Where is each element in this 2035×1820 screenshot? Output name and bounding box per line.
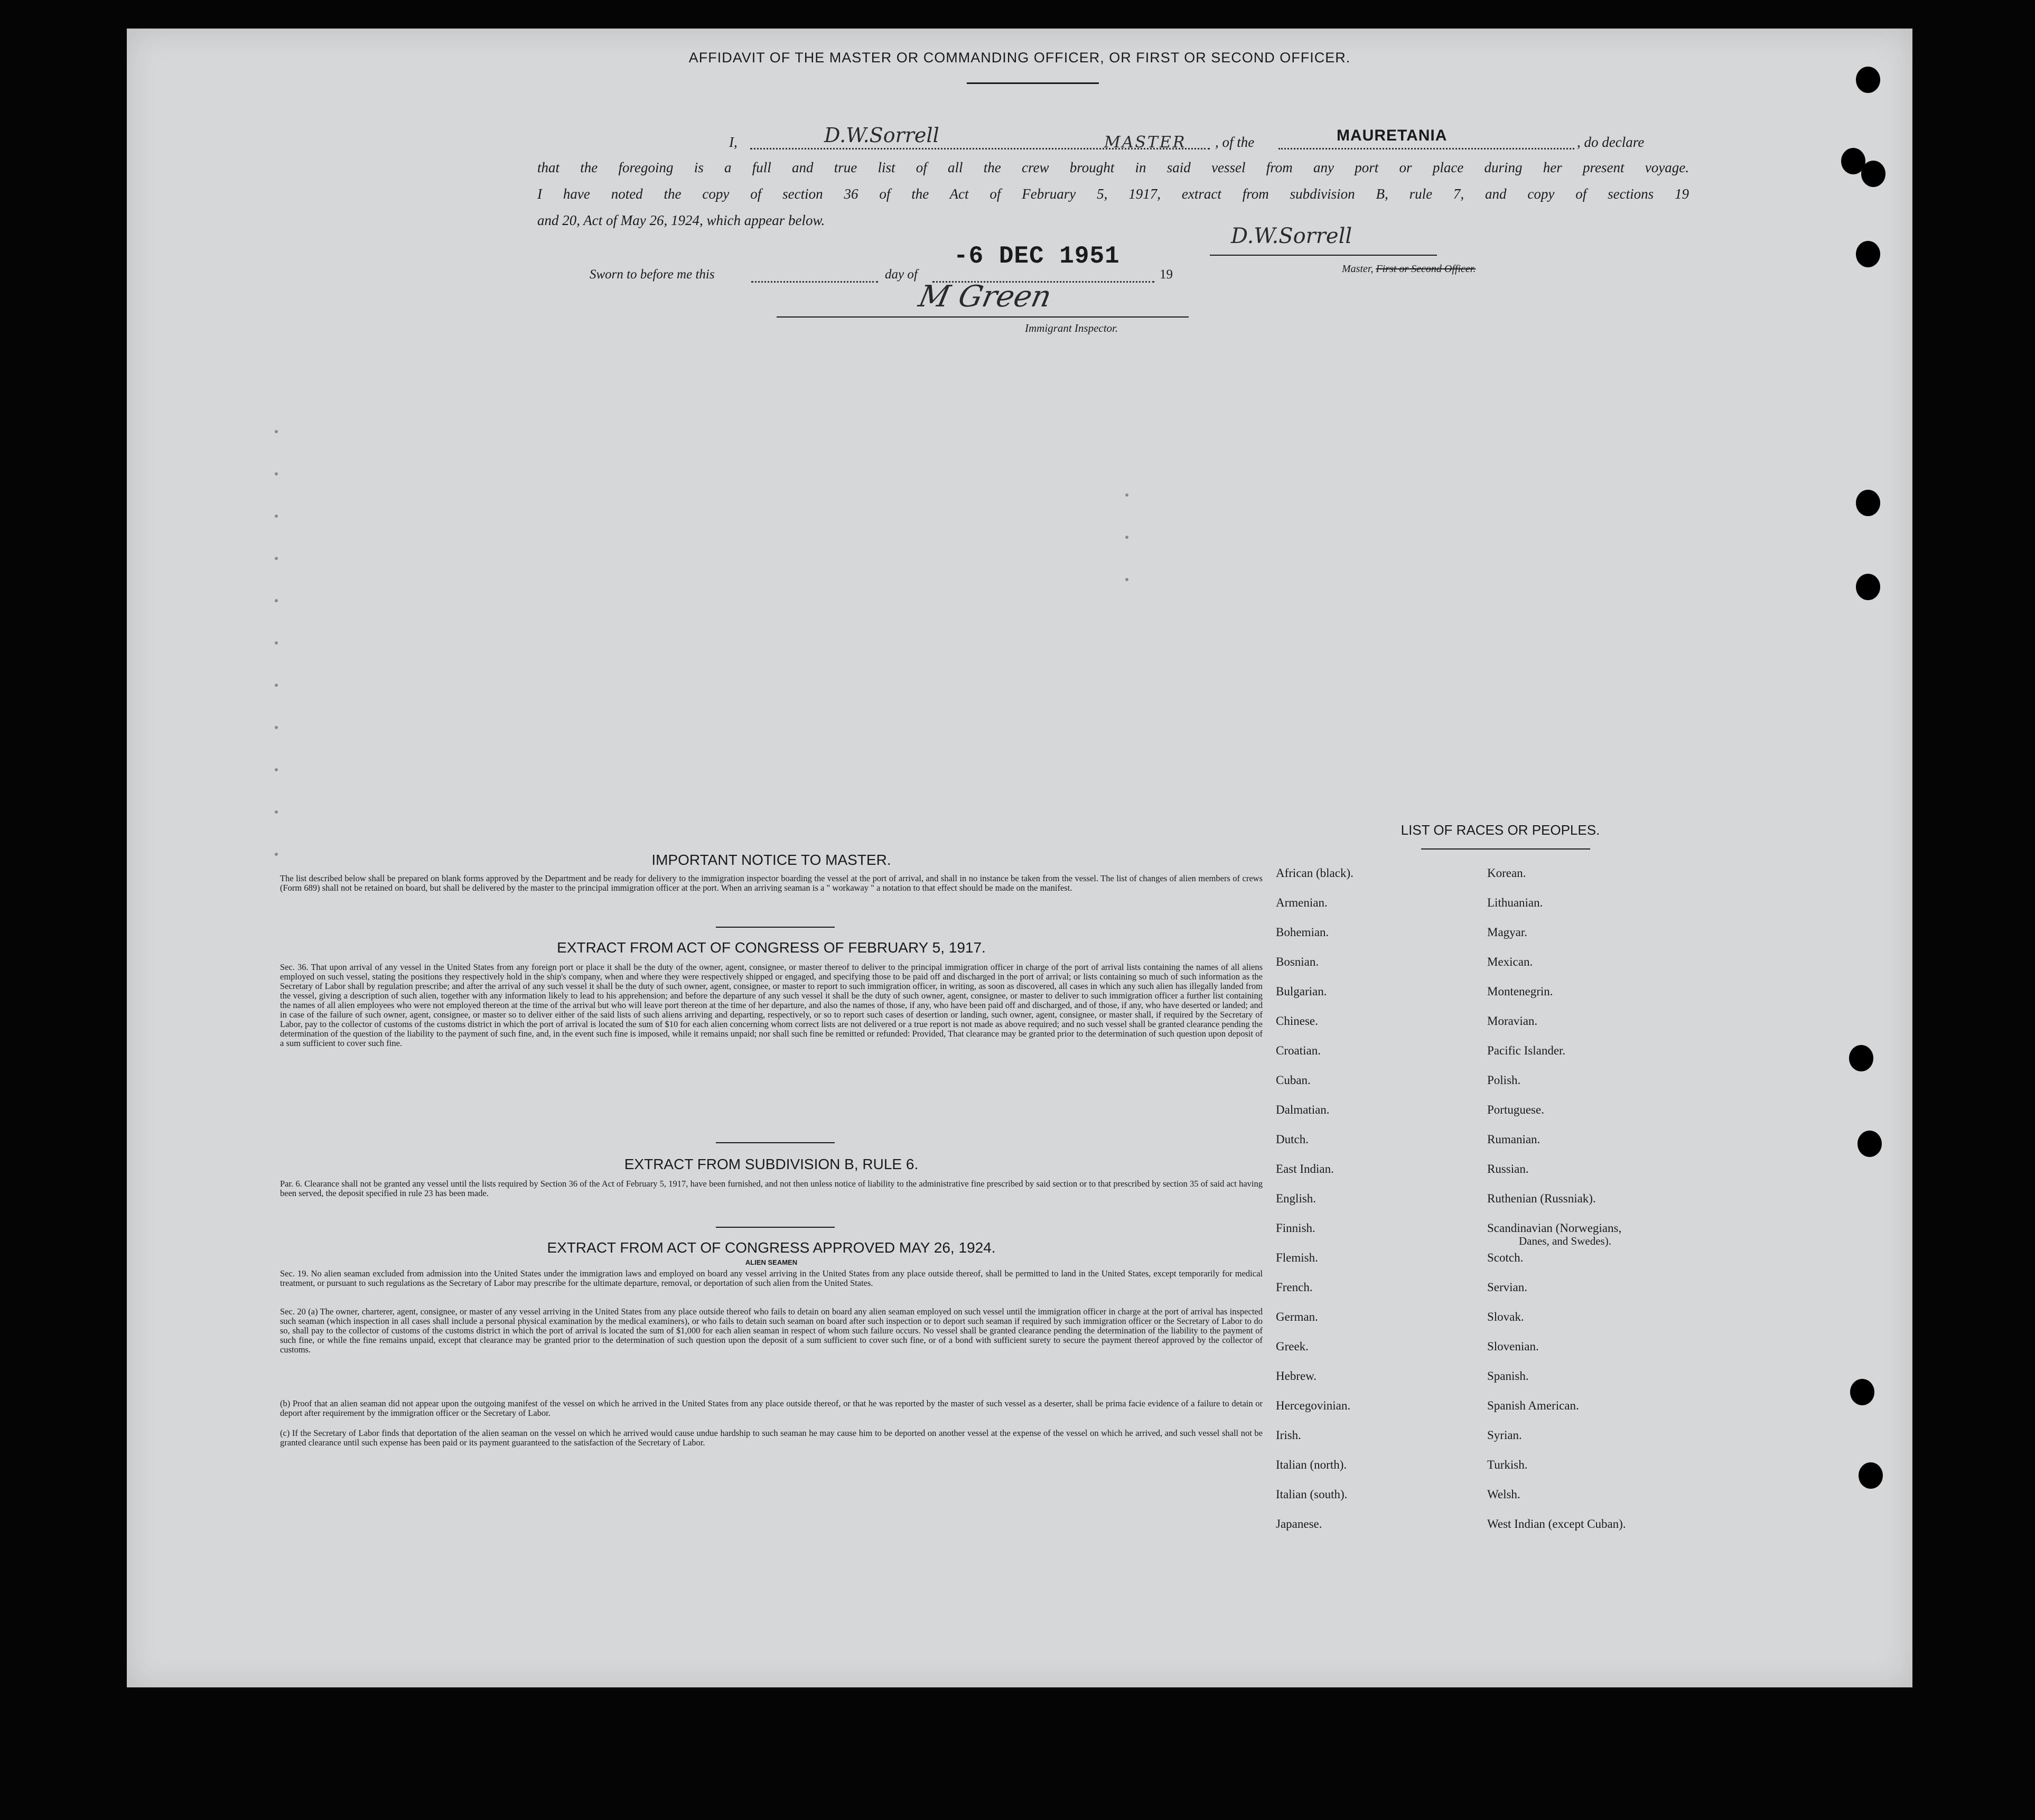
race-left: Greek. bbox=[1276, 1340, 1309, 1353]
sworn-label: Sworn to before me this bbox=[590, 267, 715, 282]
race-left: African (black). bbox=[1276, 866, 1353, 880]
of-the-label: , of the bbox=[1215, 134, 1255, 150]
punch-hole bbox=[1861, 161, 1885, 187]
year-prefix: 19 bbox=[1160, 267, 1173, 282]
race-left: Italian (north). bbox=[1276, 1458, 1347, 1471]
race-right: Lithuanian. bbox=[1487, 896, 1543, 909]
document-page bbox=[127, 29, 1912, 1687]
punch-hole bbox=[1850, 1379, 1874, 1405]
race-left: Cuban. bbox=[1276, 1074, 1311, 1087]
punch-hole bbox=[1859, 1462, 1883, 1489]
race-left: Hebrew. bbox=[1276, 1369, 1317, 1383]
race-left: Croatian. bbox=[1276, 1044, 1321, 1057]
master-caption bbox=[1342, 263, 1476, 275]
race-left: English. bbox=[1276, 1192, 1317, 1205]
race-right: Spanish. bbox=[1487, 1369, 1529, 1383]
punch-hole bbox=[1857, 1131, 1882, 1157]
race-right: Turkish. bbox=[1487, 1458, 1528, 1471]
master-name-handwritten: D.W.Sorrell bbox=[824, 124, 939, 147]
day-of-label: day of bbox=[885, 267, 918, 282]
extract-1917-body: Sec. 36. That upon arrival of any vessel in the United States from any foreign port or place it shall be the duty of the owner, agent, consignee, or master thereof to deliver to the principal immigration officer in charge of the port of arrival lists containing the names of all aliens employed on such vessel, stating the positions they respectively hold in the ship's company, when and where they were respectively shipped or engaged, and specifying those to be paid off and discharged in the port of arrival; or lists containing so much of such information as the Secretary of Labor shall by regulation prescribe; and after the arrival of any such vessel it shall be the duty of such owner, agent, consignee, or master to report to such immigration officer, in writing, as soon as discovered, all cases in which any such alien has illegally landed from the vessel, giving a description of such alien, together with any information likely to lead to his apprehension; and before the departure of any such vessel it shall be the duty of such owner, agent, consignee, or master to deliver to such immigration officer a further list containing the names of all alien employees who were not employed thereon at the time of the arrival but who will leave port thereon at the time of her departure, and also the names of those, if any, who have been paid off and discharged, and of those, if any, who have deserted or landed; and in case of the failure of such owner, agent, consignee, or master so to deliver either of the said lists of such aliens arriving and departing, respectively, or so to report such cases of desertion or landing, such owner, agent, consignee, or master shall, if required by the Secretary of Labor, pay to the collector of customs of the customs district in which the port of arrival is located the sum of $10 for each alien concerning whom correct lists are not delivered or a true report is not made as above required; and no such vessel shall be granted clearance pending the determination of the question of the liability to the payment of such fine, and, in the event such fine is imposed, while it remains unpaid; nor shall such fine be remitted or refunded: Provided, That clearance may be granted prior to the determination of such question upon deposit of a sum sufficient to cover such fine. bbox=[280, 962, 1263, 1048]
race-right: Polish. bbox=[1487, 1074, 1521, 1087]
vessel-name: MAURETANIA bbox=[1337, 127, 1448, 144]
affidavit-title: AFFIDAVIT OF THE MASTER OR COMMANDING OFFICER, OR FIRST OR SECOND OFFICER. bbox=[688, 50, 1351, 66]
race-left: Bosnian. bbox=[1276, 955, 1319, 968]
race-right: Korean. bbox=[1487, 866, 1526, 880]
race-left: Flemish. bbox=[1276, 1251, 1318, 1264]
race-right: Ruthenian (Russniak). bbox=[1487, 1192, 1596, 1205]
affidavit-text-line1: that the foregoing is a full and true list of all the crew brought in said vessel from any port or place during her present voyage. bbox=[537, 160, 1689, 175]
extract-1924-subtitle: ALIEN SEAMEN bbox=[745, 1258, 798, 1266]
extract-1924-sec20b: (b) Proof that an alien seaman did not appear upon the outgoing manifest of the vessel on which he arrived in the United States from any place outside thereof, or that he was reported by the master of such vessel as a deserter, shall be prima facie evidence of a failure to detain or deport after requirement by the immigration officer or the Secretary of Labor. bbox=[280, 1398, 1263, 1418]
notice-body: The list described below shall be prepared on blank forms approved by the Department and be ready for delivery to the immigration inspector boarding the vessel at the port of arrival, and shall in no instance be taken from the vessel. The list of changes of alien members of crews (Form 689) shall not be retained on board, but shall be delivered by the master to the principal immigration officer at the port. When an arriving seaman is a " workaway " a notation to that effect should be made on the manifest. bbox=[280, 873, 1263, 893]
race-left: Dalmatian. bbox=[1276, 1103, 1330, 1116]
rank-handwritten: MASTER bbox=[1104, 133, 1187, 152]
race-right: Welsh. bbox=[1487, 1488, 1520, 1501]
race-left: Dutch. bbox=[1276, 1133, 1309, 1146]
punch-hole bbox=[1856, 67, 1880, 93]
signature-line bbox=[1210, 255, 1437, 256]
do-declare-label: , do declare bbox=[1577, 134, 1645, 150]
race-right: Magyar. bbox=[1487, 926, 1528, 939]
date-stamp: -6 DEC 1951 bbox=[954, 242, 1120, 270]
race-right: Portuguese. bbox=[1487, 1103, 1544, 1116]
punch-hole bbox=[1856, 490, 1880, 516]
inspector-caption: Immigrant Inspector. bbox=[1025, 322, 1118, 334]
extract-1917-title: EXTRACT FROM ACT OF CONGRESS OF FEBRUARY 5, 1917. bbox=[557, 939, 986, 956]
extract-1924-sec20a: Sec. 20 (a) The owner, charterer, agent, consignee, or master of any vessel arriving in the United States from any place outside thereof who fails to detain on board any alien seaman employed on such vessel until the immigration officer in charge at the port of arrival has inspected such seaman (which inspection in all cases shall include a personal physical examination by the medical examiners), or who fails to detain such seaman on board after such inspection or to deport such seaman if required by such immigration officer or the Secretary of Labor to do so, shall pay to the collector of customs of the customs district in which the port of arrival is located the sum of $1,000 for each alien seaman in respect of whom such failure occurs. No vessel shall be granted clearance pending the determination of the liability to the payment of such fine, or while the fine remains unpaid, except that clearance may be granted prior to the determination of such question upon the deposit of a sum sufficient to cover such fine, or of a bond with sufficient surety to secure the payment thereof approved by the collector of customs. bbox=[280, 1306, 1263, 1355]
race-left: East Indian. bbox=[1276, 1162, 1334, 1175]
master-caption-plain: Master, bbox=[1342, 263, 1374, 275]
race-right: Montenegrin. bbox=[1487, 985, 1553, 998]
master-signature: D.W.Sorrell bbox=[1231, 224, 1352, 248]
race-right: West Indian (except Cuban). bbox=[1487, 1517, 1626, 1530]
race-right-continuation: Danes, and Swedes). bbox=[1519, 1235, 1611, 1247]
race-right: Slovak. bbox=[1487, 1310, 1524, 1323]
subdivision-rule bbox=[716, 1227, 835, 1228]
race-left: Finnish. bbox=[1276, 1221, 1315, 1235]
race-left: Armenian. bbox=[1276, 896, 1328, 909]
notice-title: IMPORTANT NOTICE TO MASTER. bbox=[651, 852, 891, 868]
inspector-signature: M Green bbox=[916, 279, 1054, 314]
race-left: Bulgarian. bbox=[1276, 985, 1327, 998]
race-right: Slovenian. bbox=[1487, 1340, 1539, 1353]
race-left: Bohemian. bbox=[1276, 926, 1329, 939]
subdivision-body: Par. 6. Clearance shall not be granted any vessel until the lists required by Section 36 of the Act of February 5, 1917, have been furnished, and not then unless notice of liability to the administrative fine prescribed by said section or to that prescribed by section 35 of said act having been served, the deposit specified in rule 23 has been made. bbox=[280, 1179, 1263, 1198]
race-left: French. bbox=[1276, 1281, 1313, 1294]
punch-hole bbox=[1856, 241, 1880, 267]
race-right: Scandinavian (Norwegians, bbox=[1487, 1221, 1622, 1235]
extract-1924-title: EXTRACT FROM ACT OF CONGRESS APPROVED MAY 26, 1924. bbox=[547, 1239, 996, 1256]
race-left: Irish. bbox=[1276, 1429, 1301, 1442]
race-right: Scotch. bbox=[1487, 1251, 1524, 1264]
extract-1917-rule bbox=[716, 1142, 835, 1143]
race-right: Rumanian. bbox=[1487, 1133, 1541, 1146]
extract-1924-sec20c: (c) If the Secretary of Labor finds that deportation of the alien seaman on the vessel on which he arrived would cause undue hardship to such seaman he may cause him to be deported on another vessel at the expense of the vessel on which he arrived, and such vessel shall not be granted clearance until such expense has been paid or its payment guaranteed to the satisfaction of the Secretary of Labor. bbox=[280, 1428, 1263, 1448]
master-caption-struck: First or Second Officer. bbox=[1376, 263, 1476, 275]
inspector-line bbox=[777, 316, 1189, 318]
extract-1924-sec19: Sec. 19. No alien seaman excluded from admission into the United States under the immigration laws and employed on board any vessel arriving in the United States from any place outside thereof, shall be permitted to land in the United States, except temporarily for medical treatment, or pursuant to such regulations as the Secretary of Labor may prescribe for the ultimate departure, removal, or deportation of such alien from the United States. bbox=[280, 1268, 1263, 1288]
sworn-day-line bbox=[751, 281, 878, 283]
race-left: German. bbox=[1276, 1310, 1318, 1323]
punch-hole bbox=[1856, 574, 1880, 600]
race-right: Mexican. bbox=[1487, 955, 1533, 968]
punch-hole bbox=[1849, 1045, 1873, 1071]
affidavit-text-line3: and 20, Act of May 26, 1924, which appear below. bbox=[537, 212, 825, 228]
vessel-line bbox=[1278, 148, 1574, 150]
race-right: Servian. bbox=[1487, 1281, 1528, 1294]
race-right: Moravian. bbox=[1487, 1014, 1538, 1028]
race-left: Italian (south). bbox=[1276, 1488, 1348, 1501]
race-left: Chinese. bbox=[1276, 1014, 1318, 1028]
affidavit-text-line2: I have noted the copy of section 36 of the Act of February 5, 1917, extract from subdivision B, rule 7, and copy of sections 19 bbox=[537, 186, 1689, 202]
race-right: Syrian. bbox=[1487, 1429, 1522, 1442]
race-right: Pacific Islander. bbox=[1487, 1044, 1566, 1057]
race-right: Russian. bbox=[1487, 1162, 1529, 1175]
affidavit-i-label: I, bbox=[729, 134, 738, 150]
race-left: Japanese. bbox=[1276, 1517, 1322, 1530]
notice-rule bbox=[716, 927, 835, 928]
title-rule bbox=[967, 82, 1099, 84]
race-right: Spanish American. bbox=[1487, 1399, 1579, 1412]
races-rule bbox=[1421, 848, 1590, 850]
races-title: LIST OF RACES OR PEOPLES. bbox=[1401, 822, 1600, 838]
subdivision-title: EXTRACT FROM SUBDIVISION B, RULE 6. bbox=[624, 1156, 919, 1172]
race-left: Hercegovinian. bbox=[1276, 1399, 1351, 1412]
